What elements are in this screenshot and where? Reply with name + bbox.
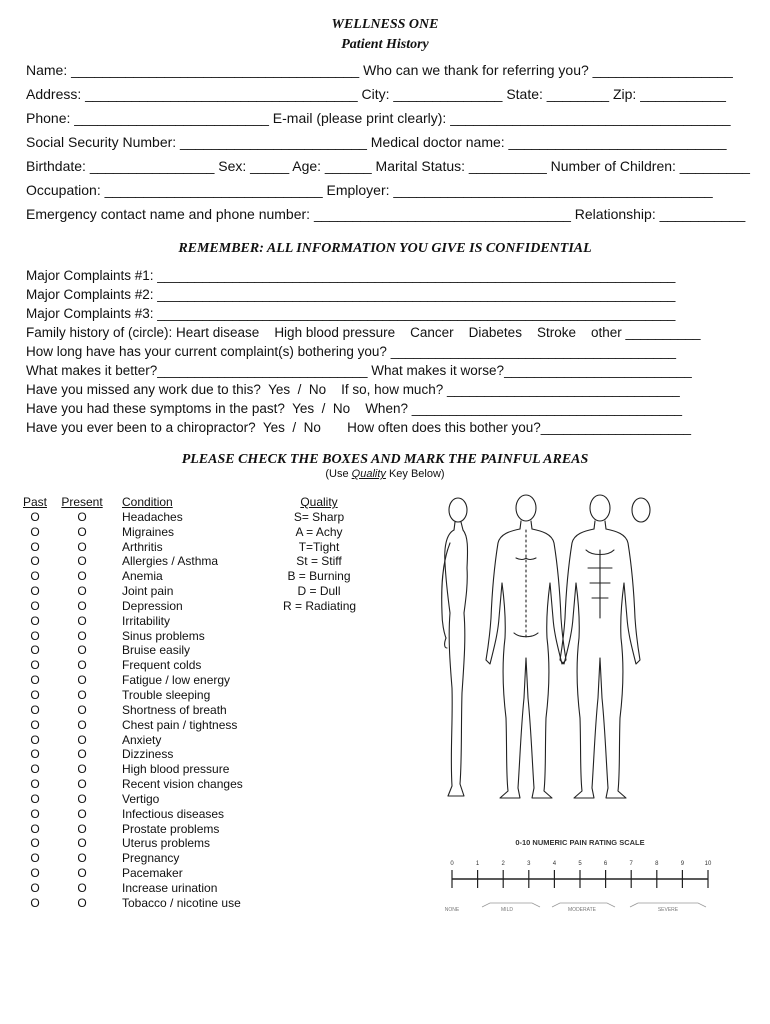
present-checkbox[interactable]: O bbox=[77, 643, 87, 658]
body-diagram[interactable] bbox=[428, 488, 663, 808]
condition-header: Condition bbox=[122, 495, 173, 509]
phone-email-field[interactable]: Phone: _________________________ E-mail (please print clearly): ____________________________________ bbox=[26, 110, 731, 126]
condition-label: High blood pressure bbox=[122, 762, 230, 777]
condition-label: Anxiety bbox=[122, 732, 162, 747]
scale-tick-label: 9 bbox=[680, 861, 685, 867]
front-figure[interactable] bbox=[560, 495, 640, 798]
check-boxes-banner: PLEASE CHECK THE BOXES AND MARK THE PAINFUL AREAS bbox=[181, 452, 589, 467]
form-title: Patient History bbox=[341, 37, 429, 52]
condition-label: Vertigo bbox=[122, 791, 160, 806]
past-checkbox[interactable]: O bbox=[30, 836, 40, 851]
missed-work-field[interactable]: Have you missed any work due to this? Yes / No If so, how much? _______________________________ bbox=[26, 382, 680, 397]
present-checkbox[interactable]: O bbox=[77, 821, 87, 836]
quality-key-item: R = Radiating bbox=[283, 598, 357, 613]
present-checkbox[interactable]: O bbox=[77, 613, 87, 628]
quality-key-item: D = Dull bbox=[297, 584, 341, 599]
past-checkbox[interactable]: O bbox=[30, 554, 40, 569]
better-worse-field[interactable]: What makes it better?____________________________ What makes it worse?_________________________ bbox=[26, 363, 692, 378]
present-checkbox[interactable]: O bbox=[77, 880, 87, 895]
past-checkbox[interactable]: O bbox=[30, 598, 40, 613]
scale-tick-label: 6 bbox=[603, 861, 608, 867]
past-checkbox[interactable]: O bbox=[30, 524, 40, 539]
past-checkbox[interactable]: O bbox=[30, 732, 40, 747]
past-checkbox[interactable]: O bbox=[30, 687, 40, 702]
past-column bbox=[21, 495, 49, 911]
past-checkbox[interactable]: O bbox=[30, 717, 40, 732]
present-header: Present bbox=[61, 495, 103, 509]
address-field[interactable]: Address: ___________________________________ City: ______________ State: ________ Zip: ___________ bbox=[26, 86, 726, 102]
confidential-banner: REMEMBER: ALL INFORMATION YOU GIVE IS CONFIDENTIAL bbox=[178, 241, 592, 256]
past-checkbox[interactable]: O bbox=[30, 613, 40, 628]
pain-rating-scale[interactable] bbox=[440, 833, 720, 918]
present-checkbox[interactable]: O bbox=[77, 687, 87, 702]
condition-label: Trouble sleeping bbox=[122, 687, 211, 702]
past-checkbox[interactable]: O bbox=[30, 866, 40, 881]
organization-title: WELLNESS ONE bbox=[331, 17, 439, 32]
scale-title: 0-10 NUMERIC PAIN RATING SCALE bbox=[515, 838, 645, 847]
condition-label: Bruise easily bbox=[122, 643, 191, 658]
occupation-field[interactable]: Occupation: ____________________________ Employer: _________________________________________ bbox=[26, 182, 713, 198]
past-checkbox[interactable]: O bbox=[30, 643, 40, 658]
ssn-doctor-field[interactable]: Social Security Number: ________________________ Medical doctor name: ____________________________ bbox=[26, 134, 727, 150]
past-checkbox[interactable]: O bbox=[30, 895, 40, 910]
present-checkbox[interactable]: O bbox=[77, 569, 87, 584]
past-checkbox[interactable]: O bbox=[30, 658, 40, 673]
family-history-field[interactable]: Family history of (circle): Heart disease High blood pressure Cancer Diabetes Stroke other __________ bbox=[26, 325, 701, 340]
scale-tick-label: 2 bbox=[501, 861, 505, 867]
condition-label: Anemia bbox=[122, 569, 163, 584]
present-checkbox[interactable]: O bbox=[77, 762, 87, 777]
present-checkbox[interactable]: O bbox=[77, 895, 87, 910]
present-checkbox[interactable]: O bbox=[77, 584, 87, 599]
present-checkbox[interactable]: O bbox=[77, 806, 87, 821]
past-checkbox[interactable]: O bbox=[30, 806, 40, 821]
present-column bbox=[58, 495, 106, 911]
condition-label: Chest pain / tightness bbox=[122, 717, 238, 732]
present-checkbox[interactable]: O bbox=[77, 717, 87, 732]
scale-tick-label: 4 bbox=[552, 861, 557, 867]
condition-label: Dizziness bbox=[122, 747, 174, 762]
present-checkbox[interactable]: O bbox=[77, 509, 87, 524]
condition-label: Pregnancy bbox=[122, 851, 180, 866]
present-checkbox[interactable]: O bbox=[77, 866, 87, 881]
present-checkbox[interactable]: O bbox=[77, 598, 87, 613]
past-checkbox[interactable]: O bbox=[30, 569, 40, 584]
past-checkbox[interactable]: O bbox=[30, 702, 40, 717]
name-referral-field[interactable]: Name: _____________________________________ Who can we thank for referring you? __________________ bbox=[26, 62, 733, 78]
scale-tick-label: 3 bbox=[527, 861, 531, 867]
condition-label: Sinus problems bbox=[122, 628, 205, 643]
chiropractor-field[interactable]: Have you ever been to a chiropractor? Yes / No How often does this bother you?____________________ bbox=[26, 420, 691, 435]
condition-label: Pacemaker bbox=[122, 866, 183, 881]
past-checkbox[interactable]: O bbox=[30, 584, 40, 599]
quality-column bbox=[283, 495, 355, 614]
scale-tick-label: 1 bbox=[475, 861, 480, 867]
scale-tick-label: 0 bbox=[450, 861, 454, 867]
present-checkbox[interactable]: O bbox=[77, 791, 87, 806]
present-checkbox[interactable]: O bbox=[77, 658, 87, 673]
present-checkbox[interactable]: O bbox=[77, 702, 87, 717]
past-checkbox[interactable]: O bbox=[30, 539, 40, 554]
scale-band-label: NONE bbox=[444, 907, 460, 913]
back-figure[interactable] bbox=[486, 495, 566, 798]
quality-key-item: B = Burning bbox=[287, 569, 351, 584]
condition-label: Headaches bbox=[122, 509, 183, 524]
condition-label: Allergies / Asthma bbox=[122, 554, 219, 569]
scale-band-label: MILD bbox=[501, 907, 513, 913]
quality-key-item: T=Tight bbox=[298, 539, 340, 554]
past-checkbox[interactable]: O bbox=[30, 673, 40, 688]
past-checkbox[interactable]: O bbox=[30, 791, 40, 806]
emergency-contact-field[interactable]: Emergency contact name and phone number: _________________________________ Relationship: ___________ bbox=[26, 206, 746, 222]
quality-key-item: A = Achy bbox=[295, 524, 343, 539]
condition-label: Depression bbox=[122, 598, 183, 613]
right-side-figure[interactable] bbox=[632, 498, 650, 522]
present-checkbox[interactable]: O bbox=[77, 777, 87, 792]
condition-label: Uterus problems bbox=[122, 836, 211, 851]
complaint-3-field[interactable]: Major Complaints #3: _____________________________________________________________________ bbox=[26, 306, 676, 321]
past-header: Past bbox=[22, 495, 47, 509]
quality-key-item: S= Sharp bbox=[293, 509, 345, 524]
scale-band-label: MODERATE bbox=[568, 907, 596, 913]
quality-key-item: St = Stiff bbox=[296, 554, 342, 569]
birthdate-field[interactable]: Birthdate: ________________ Sex: _____ Age: ______ Marital Status: __________ Number of Children: _________ bbox=[26, 158, 750, 174]
past-checkbox[interactable]: O bbox=[30, 762, 40, 777]
duration-field[interactable]: How long have has your current complaint(s) bothering you? ______________________________________ bbox=[26, 344, 676, 359]
condition-label: Fatigue / low energy bbox=[122, 673, 231, 688]
present-checkbox[interactable]: O bbox=[77, 851, 87, 866]
past-checkbox[interactable]: O bbox=[30, 509, 40, 524]
scale-tick-label: 8 bbox=[655, 861, 659, 867]
condition-label: Migraines bbox=[122, 524, 175, 539]
past-checkbox[interactable]: O bbox=[30, 628, 40, 643]
quality-header: Quality bbox=[300, 495, 338, 509]
past-checkbox[interactable]: O bbox=[30, 880, 40, 895]
present-checkbox[interactable]: O bbox=[77, 673, 87, 688]
left-side-figure[interactable] bbox=[442, 498, 468, 796]
present-checkbox[interactable]: O bbox=[77, 732, 87, 747]
present-checkbox[interactable]: O bbox=[77, 836, 87, 851]
condition-label: Joint pain bbox=[122, 584, 174, 599]
scale-tick-label: 7 bbox=[629, 861, 633, 867]
condition-label: Prostate problems bbox=[122, 821, 220, 836]
condition-label: Increase urination bbox=[122, 880, 218, 895]
complaint-1-field[interactable]: Major Complaints #1: _____________________________________________________________________ bbox=[26, 268, 676, 283]
complaint-2-field[interactable]: Major Complaints #2: _____________________________________________________________________ bbox=[26, 287, 676, 302]
present-checkbox[interactable]: O bbox=[77, 539, 87, 554]
past-checkbox[interactable]: O bbox=[30, 777, 40, 792]
quality-key-note: (Use Quality Key Below) bbox=[325, 468, 445, 480]
condition-label: Arthritis bbox=[122, 539, 163, 554]
scale-band-label: SEVERE bbox=[657, 907, 679, 913]
condition-label: Tobacco / nicotine use bbox=[122, 895, 241, 910]
condition-label: Frequent colds bbox=[122, 658, 202, 673]
past-checkbox[interactable]: O bbox=[30, 821, 40, 836]
past-symptoms-field[interactable]: Have you had these symptoms in the past? Yes / No When? ____________________________________ bbox=[26, 401, 683, 416]
condition-label: Irritability bbox=[122, 613, 171, 628]
condition-column bbox=[122, 495, 243, 911]
present-checkbox[interactable]: O bbox=[77, 554, 87, 569]
condition-label: Shortness of breath bbox=[122, 702, 227, 717]
present-checkbox[interactable]: O bbox=[77, 524, 87, 539]
scale-tick-label: 10 bbox=[704, 861, 712, 867]
past-checkbox[interactable]: O bbox=[30, 747, 40, 762]
condition-label: Infectious diseases bbox=[122, 806, 225, 821]
scale-tick-label: 5 bbox=[578, 861, 582, 867]
present-checkbox[interactable]: O bbox=[77, 747, 87, 762]
present-checkbox[interactable]: O bbox=[77, 628, 87, 643]
past-checkbox[interactable]: O bbox=[30, 851, 40, 866]
condition-label: Recent vision changes bbox=[122, 777, 243, 792]
